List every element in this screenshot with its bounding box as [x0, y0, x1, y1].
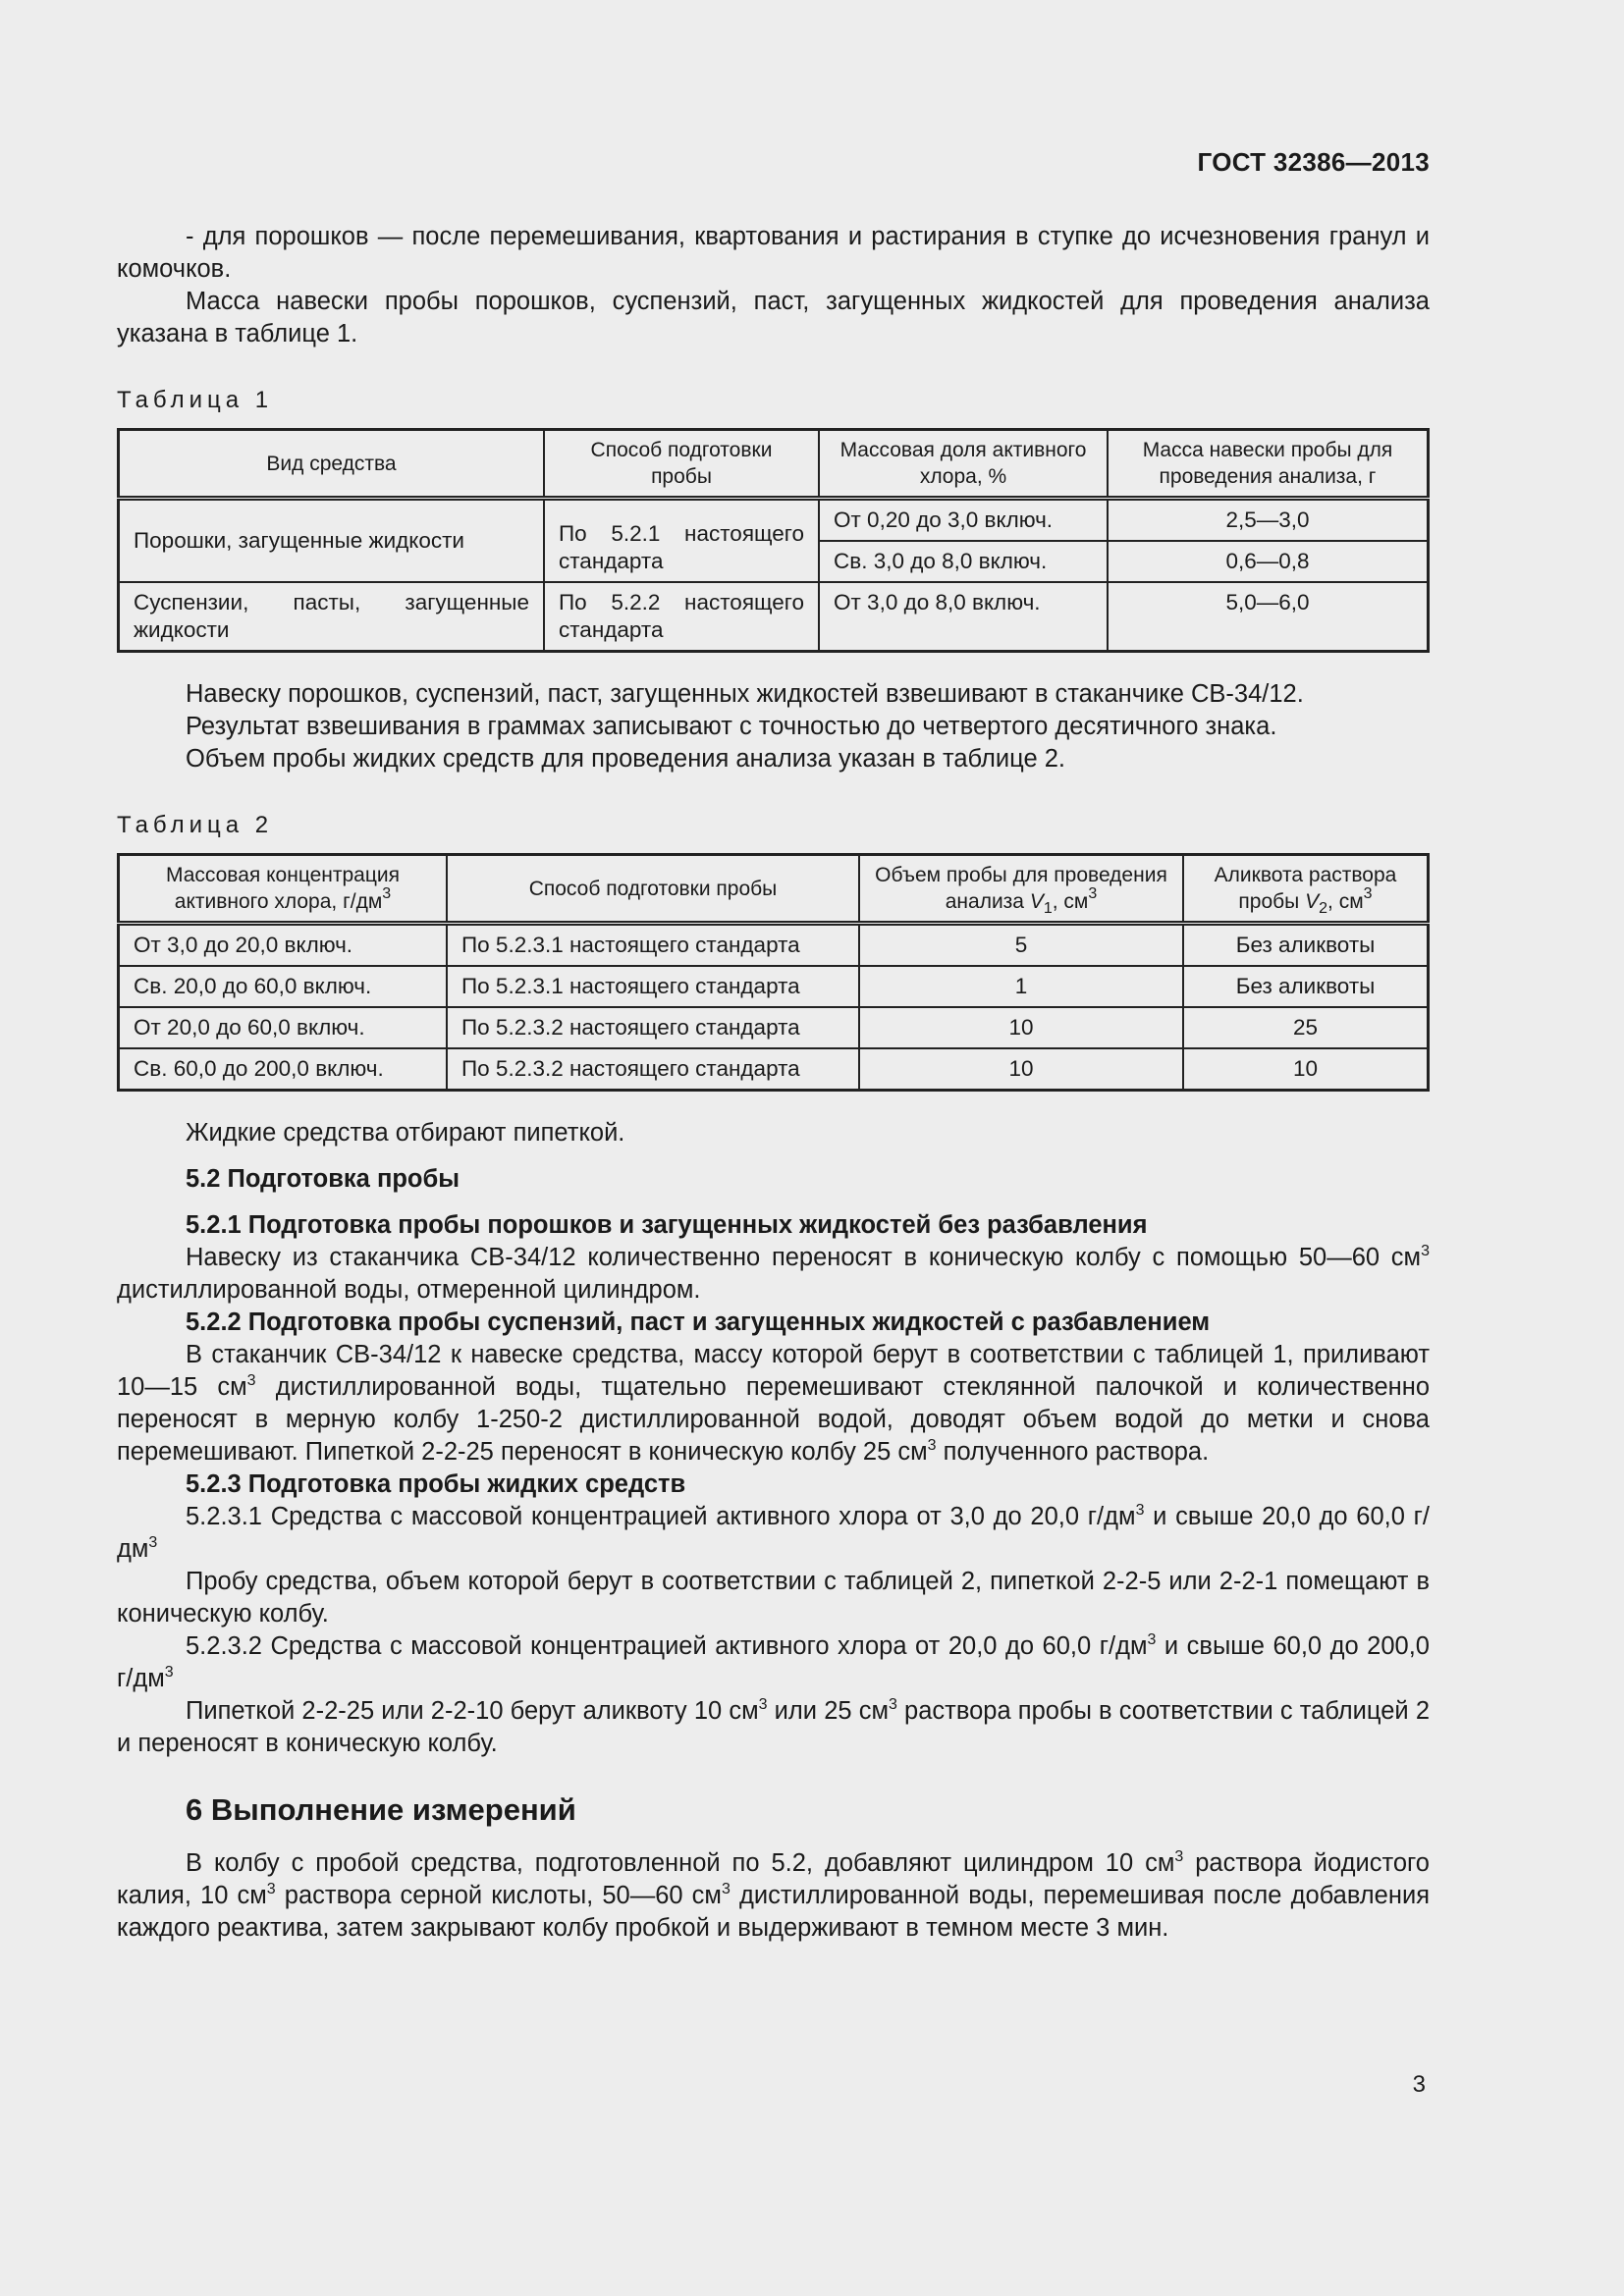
table-cell: От 3,0 до 20,0 включ.: [119, 924, 448, 967]
paragraph-5-2-1: Навеску из стаканчика СВ-34/12 количественно переносят в коническую колбу с помощью 50—60 $см^3$ дистиллированной воды, отмеренной цилиндром.: [117, 1243, 1430, 1304]
paragraph-5-2-3-2: 5.2.3.2 Средства с массовой концентрацией активного хлора от 20,0 до 60,0 $г/дм^3$ и свыше 60,0 до 200,0 $г/дм^3$: [117, 1631, 1430, 1692]
table-cell: 5: [859, 924, 1183, 967]
table2-caption: Таблица 2: [117, 812, 274, 838]
table1-header: Масса навески пробы для проведения анализа, г: [1108, 430, 1429, 499]
page-content: [117, 221, 1430, 1945]
table-row: [119, 499, 1429, 542]
table1-header: Вид средства: [119, 430, 545, 499]
table-cell: 10: [859, 1048, 1183, 1091]
table-cell: По 5.2.3.2 настоящего стандарта: [447, 1007, 859, 1048]
paragraph-5-2-3-1-text: Пробу средства, объем которой берут в соответствии с таблицей 2, пипеткой 2-2-5 или 2-2-1 помещают в коническую колбу.: [117, 1568, 1430, 1628]
table1: [117, 428, 1430, 653]
table1-header: Способ подготовки пробы: [544, 430, 819, 499]
table-cell: Св. 3,0 до 8,0 включ.: [819, 541, 1108, 582]
section-5-2-heading: 5.2 Подготовка пробы: [186, 1165, 460, 1193]
table-cell: От 0,20 до 3,0 включ.: [819, 499, 1108, 542]
table-row: [119, 582, 1429, 652]
table1-caption: Таблица 1: [117, 387, 274, 413]
table-cell: 5,0—6,0: [1108, 582, 1429, 652]
table2-header: Объем пробы для проведения анализа $V_1$, $см^3$: [859, 855, 1183, 924]
paragraph-powders: - для порошков — после перемешивания, квартования и растирания в ступке до исчезновения гранул и комочков.: [117, 223, 1430, 283]
table-cell: По 5.2.2 настоящего стандарта: [544, 582, 819, 652]
table2: [117, 853, 1430, 1092]
paragraph-6: В колбу с пробой средства, подготовленной по 5.2, добавляют цилиндром 10 $см^3$ раствора йодистого калия, 10 $см^3$ раствора серной кислоты, 50—60 $см^3$ дистиллированной воды, перемешивая после добавления каждого реактива, затем закрывают колбу пробкой и выдерживают в темном месте 3 мин.: [117, 1848, 1431, 1942]
paragraph-weigh: Навеску порошков, суспензий, паст, загущенных жидкостей взвешивают в стаканчике СВ-34/12.: [186, 680, 1304, 708]
table-row: [119, 1048, 1429, 1091]
table-cell: Порошки, загущенные жидкости: [119, 499, 545, 583]
table-cell: 2,5—3,0: [1108, 499, 1429, 542]
table2-header: Способ подготовки пробы: [447, 855, 859, 924]
page-number: 3: [1412, 2071, 1426, 2098]
paragraph-result: Результат взвешивания в граммах записывают с точностью до четвертого десятичного знака.: [186, 713, 1277, 740]
paragraph-liquids: Жидкие средства отбирают пипеткой.: [186, 1119, 625, 1147]
table-cell: Без аликвоты: [1183, 924, 1429, 967]
table2-header: Массовая концентрация активного хлора, $г/дм^3$: [119, 855, 448, 924]
table2-header: Аликвота раствора пробы $V_2$, $см^3$: [1183, 855, 1429, 924]
table-cell: По 5.2.1 настоящего стандарта: [544, 499, 819, 583]
table1-header-row: [119, 430, 1429, 499]
section-5-2-3-heading: 5.2.3 Подготовка пробы жидких средств: [186, 1470, 686, 1498]
paragraph-volume: Объем пробы жидких средств для проведения анализа указан в таблице 2.: [186, 745, 1065, 773]
table-cell: От 20,0 до 60,0 включ.: [119, 1007, 448, 1048]
table-cell: 10: [1183, 1048, 1429, 1091]
table2-header-row: [119, 855, 1429, 924]
table-cell: Св. 20,0 до 60,0 включ.: [119, 966, 448, 1007]
table-row: [119, 924, 1429, 967]
table-cell: Суспензии, пасты, загущенные жидкости: [119, 582, 545, 652]
table-cell: 0,6—0,8: [1108, 541, 1429, 582]
table-row: [119, 966, 1429, 1007]
table-cell: От 3,0 до 8,0 включ.: [819, 582, 1108, 652]
table-cell: Без аликвоты: [1183, 966, 1429, 1007]
table-cell: Св. 60,0 до 200,0 включ.: [119, 1048, 448, 1091]
paragraph-sample-mass: Масса навески пробы порошков, суспензий, паст, загущенных жидкостей для проведения анализа указана в таблице 1.: [117, 288, 1430, 347]
paragraph-5-2-3-1: 5.2.3.1 Средства с массовой концентрацией активного хлора от 3,0 до 20,0 $г/дм^3$ и свыше 20,0 до 60,0 $г/дм^3$: [117, 1502, 1430, 1563]
table-cell: По 5.2.3.2 настоящего стандарта: [447, 1048, 859, 1091]
section-5-2-2-heading: 5.2.2 Подготовка пробы суспензий, паст и загущенных жидкостей с разбавлением: [186, 1308, 1211, 1336]
table-cell: 10: [859, 1007, 1183, 1048]
table-row: [119, 1007, 1429, 1048]
section-5-2-1-heading: 5.2.1 Подготовка пробы порошков и загущенных жидкостей без разбавления: [186, 1211, 1148, 1239]
table-cell: 25: [1183, 1007, 1429, 1048]
paragraph-5-2-2: В стаканчик СВ-34/12 к навеске средства, массу которой берут в соответствии с таблицей 1, приливают 10—15 $см^3$ дистиллированной воды, тщательно перемешивают стеклянной палочкой и количественно переносят в мерную колбу 1-250-2 дистиллированной водой, доводят объем водой до метки и снова перемешивают. Пипеткой 2-2-25 переносят в коническую колбу 25 $см^3$ полученного раствора.: [117, 1341, 1430, 1466]
section-6-heading: 6 Выполнение измерений: [186, 1792, 576, 1827]
table-cell: 1: [859, 966, 1183, 1007]
table-cell: По 5.2.3.1 настоящего стандарта: [447, 966, 859, 1007]
table-cell: По 5.2.3.1 настоящего стандарта: [447, 924, 859, 967]
paragraph-5-2-3-2-text: Пипеткой 2-2-25 или 2-2-10 берут аликвоту 10 $см^3$ или 25 $см^3$ раствора пробы в соответствии с таблицей 2 и переносят в коническую колбу.: [117, 1696, 1430, 1757]
table1-header: Массовая доля активного хлора, %: [819, 430, 1108, 499]
standard-number: ГОСТ 32386—2013: [1197, 147, 1430, 177]
